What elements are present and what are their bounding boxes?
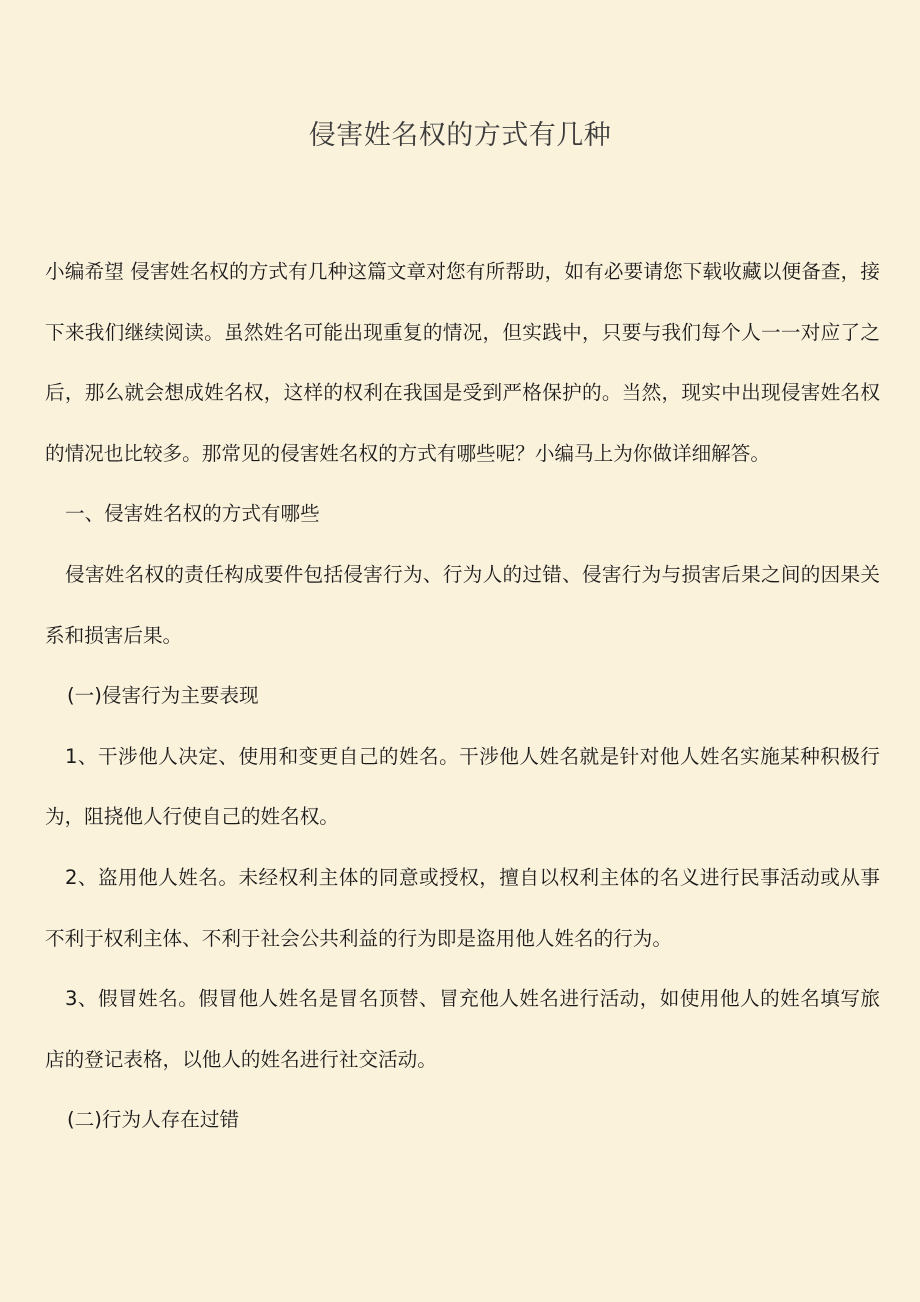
intro-paragraph: 小编希望 侵害姓名权的方式有几种这篇文章对您有所帮助，如有必要请您下载收藏以便备查，接下来我们继续阅读。虽然姓名可能出现重复的情况，但实践中，只要与我们每个人一一对应了之后，那么就会想成姓名权，这样的权利在我国是受到严格保护的。当然，现实中出现侵害姓名权的情况也比较多。那常见的侵害姓名权的方式有哪些呢？小编马上为你做详细解答。 bbox=[45, 260, 880, 465]
list-item: 1、干涉他人决定、使用和变更自己的姓名。干涉他人姓名就是针对他人姓名实施某种积极行为，阻挠他人行使自己的姓名权。 bbox=[45, 744, 880, 829]
list-item: 3、假冒姓名。假冒他人姓名是冒名顶替、冒充他人姓名进行活动，如使用他人的姓名填写旅店的登记表格，以他人的姓名进行社交活动。 bbox=[45, 987, 880, 1071]
section-heading: 一、侵害姓名权的方式有哪些 bbox=[65, 502, 320, 526]
list-item: 2、盗用他人姓名。未经权利主体的同意或授权，擅自以权利主体的名义进行民事活动或从事不利于权利主体、不利于社会公共利益的行为即是盗用他人姓名的行为。 bbox=[45, 865, 880, 950]
document-body bbox=[45, 242, 880, 1151]
document-title: 侵害姓名权的方式有几种 bbox=[308, 120, 612, 151]
subsection-heading: (二)行为人存在过错 bbox=[67, 1108, 240, 1132]
subsection-heading: (一)侵害行为主要表现 bbox=[67, 684, 259, 708]
body-paragraph: 侵害姓名权的责任构成要件包括侵害行为、行为人的过错、侵害行为与损害后果之间的因果关系和损害后果。 bbox=[45, 562, 880, 647]
